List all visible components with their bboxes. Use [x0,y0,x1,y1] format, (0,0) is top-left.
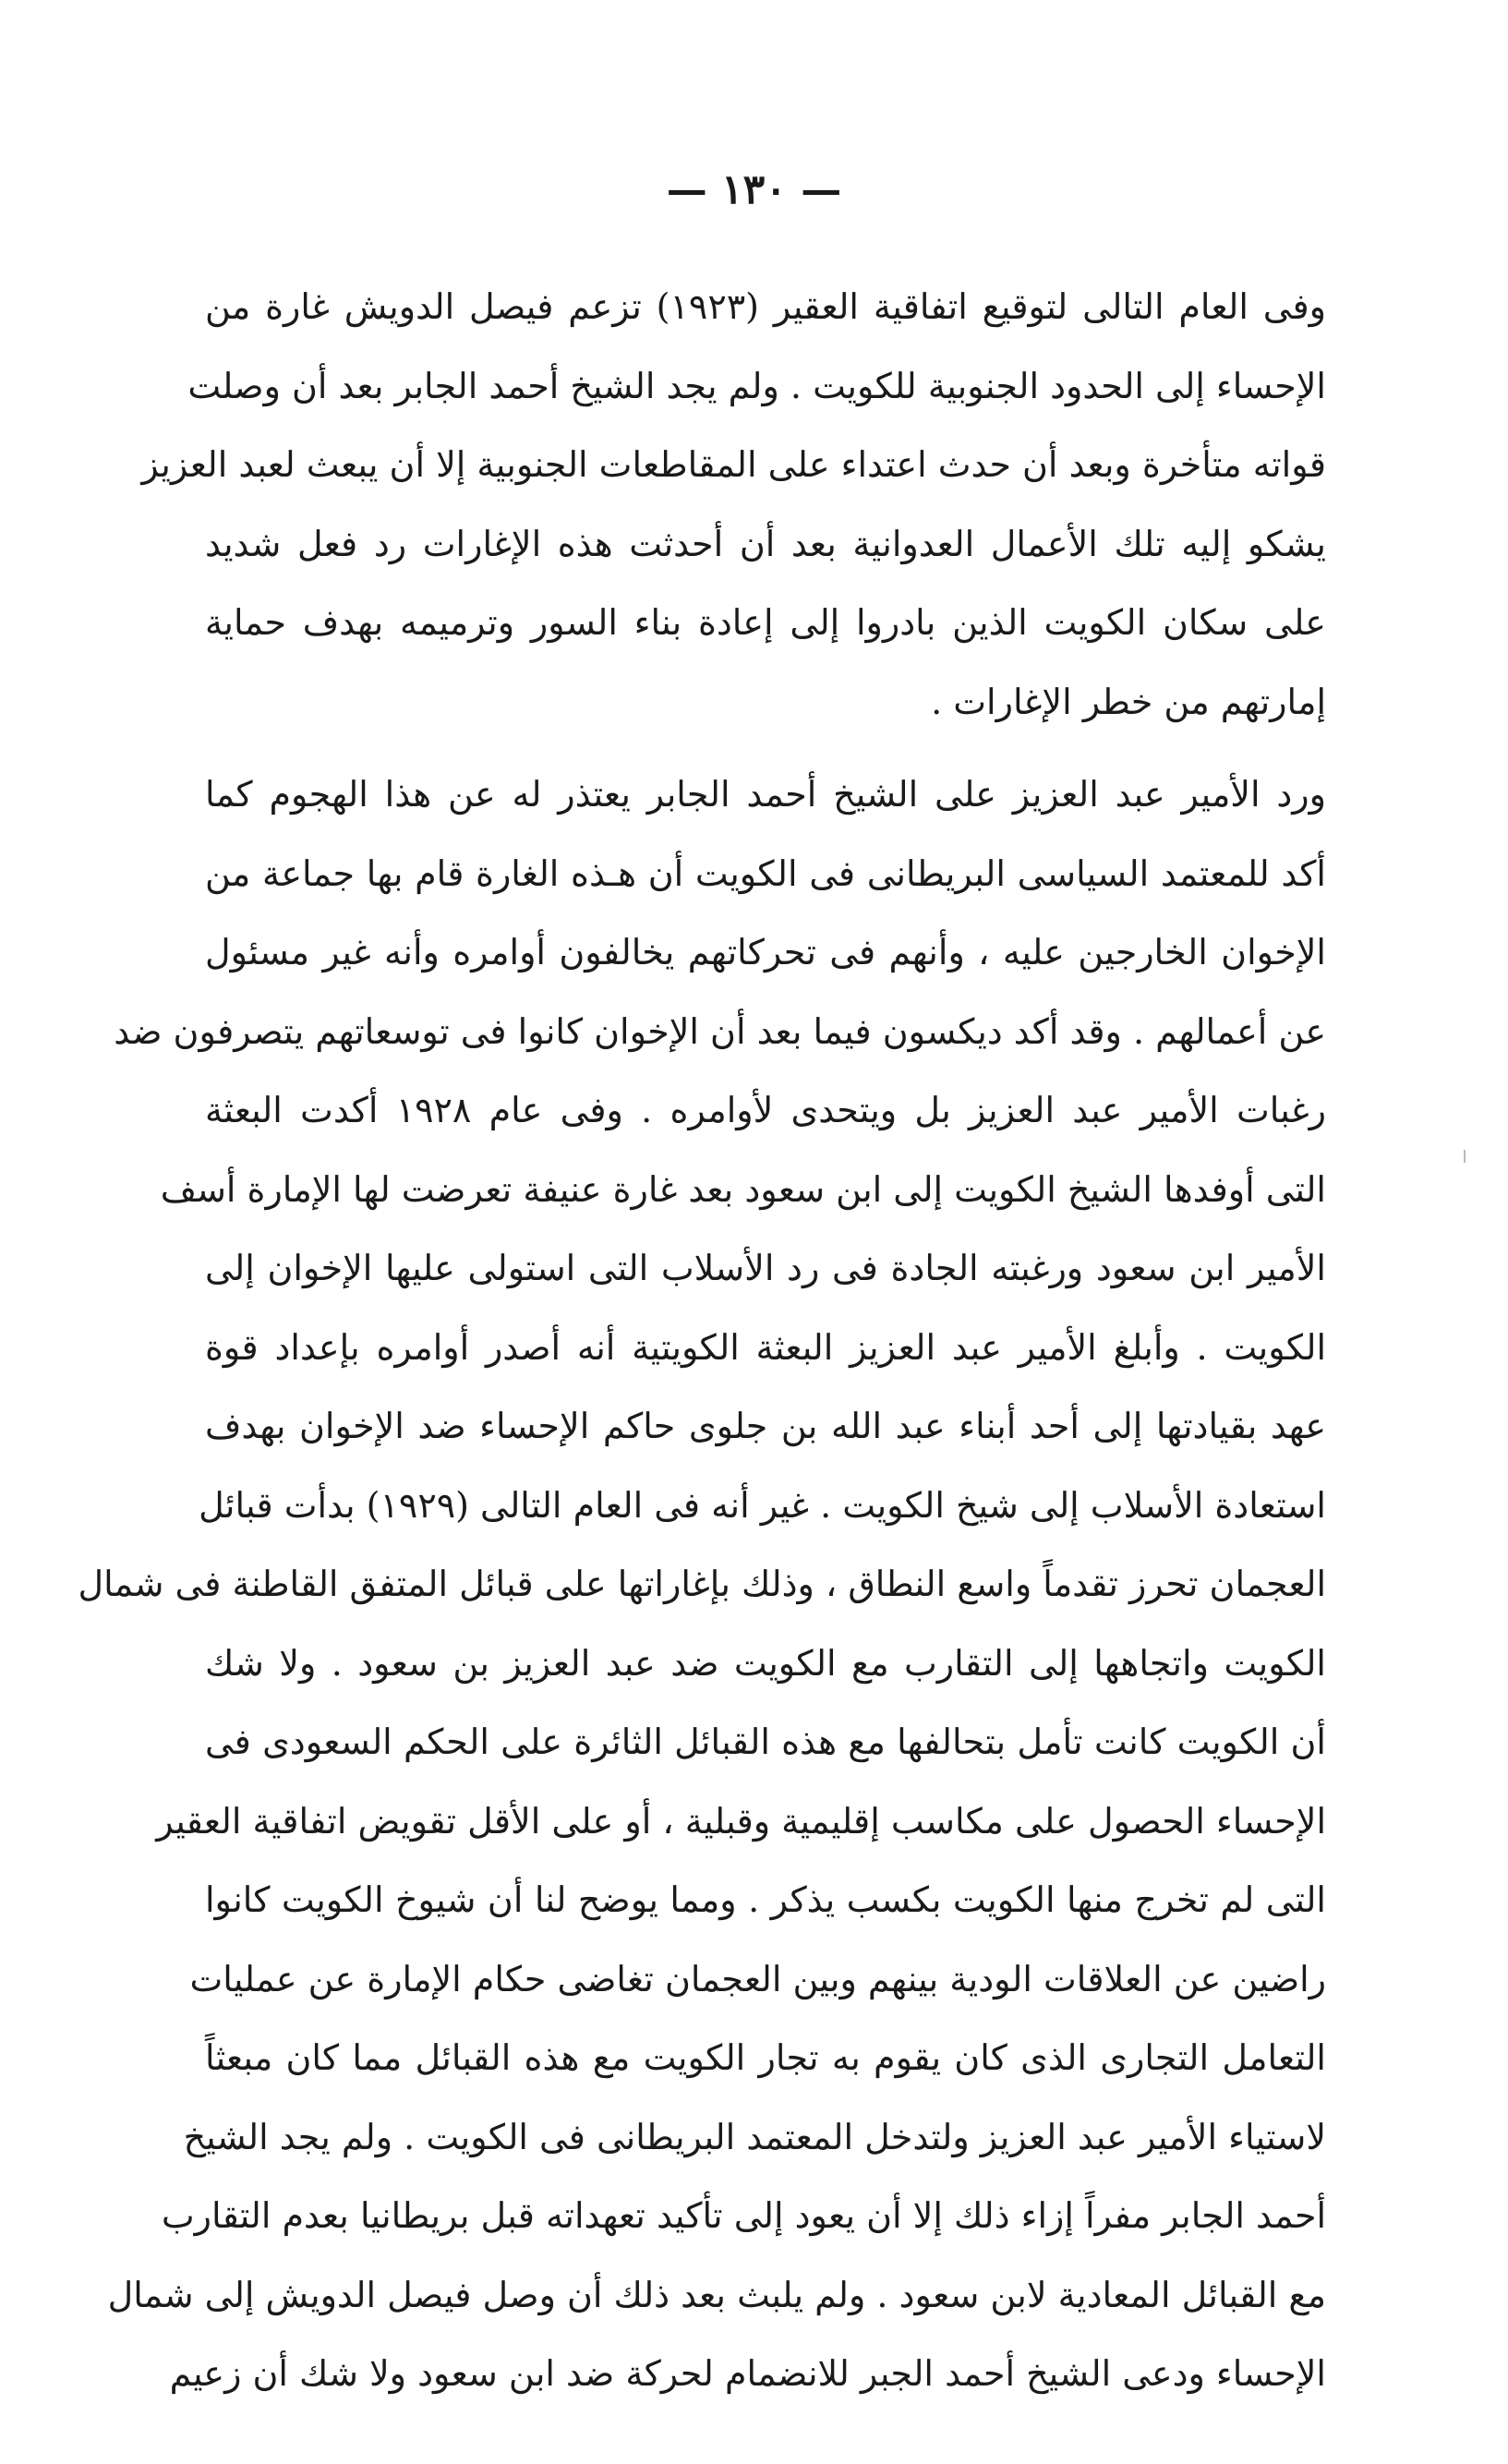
text-line: الإحساء الحصول على مكاسب إقليمية وقبلية ، أو على الأقل تقويض اتفاقية العقير [156,1800,1326,1842]
text-line: عهد بقيادتها إلى أحد أبناء عبد الله بن جلوى حاكم الإحساء ضد الإخوان بهدف [205,1406,1326,1446]
text-line: وفى العام التالى لتوقيع اتفاقية العقير (١٩٢٣) تزعم فيصل الدويش غارة من [205,286,1327,327]
text-line: رغبات الأمير عبد العزيز بل ويتحدى لأوامره . وفى عام ١٩٢٨ أكدت البعثة [205,1090,1326,1130]
text-line: التى أوفدها الشيخ الكويت إلى ابن سعود بعد غارة عنيفة تعرضت لها الإمارة أسف [160,1168,1326,1210]
text-line: الكويت . وأبلغ الأمير عبد العزيز البعثة الكويتية أنه أصدر أوامره بإعداد قوة [205,1326,1326,1368]
text-line: أحمد الجابر مفراً إزاء ذلك إلا أن يعود إلى تأكيد تعهداته قبل بريطانيا بعدم التقارب [161,2195,1326,2236]
text-line: إمارتهم من خطر الإغارات . [931,681,1326,722]
text-line: الإحساء ودعى الشيخ أحمد الجبر للانضمام لحركة ضد ابن سعود ولا شك أن زعيم [169,2353,1326,2394]
text-line: الكويت واتجاهها إلى التقارب مع الكويت ضد عبد العزيز بن سعود . ولا شك [205,1642,1326,1684]
text-line: أن الكويت كانت تأمل بتحالفها مع هذه القبائل الثائرة على الحكم السعودى فى [205,1721,1326,1762]
text-line: أكد للمعتمد السياسى البريطانى فى الكويت أن هـذه الغارة قام بها جماعة من [205,852,1326,894]
paragraph-1 [141,268,1327,742]
text-line: الإحساء إلى الحدود الجنوبية للكويت . ولم يجد الشيخ أحمد الجابر بعد أن وصلت [187,365,1326,406]
text-line: عن أعمالهم . وقد أكد ديكسون فيما بعد أن الإخوان كانوا فى توسعاتهم يتصرفون ضد [114,1010,1326,1052]
text-line: الأمير ابن سعود ورغبته الجادة فى رد الأسلاب التى استولى عليها الإخوان إلى [205,1248,1326,1288]
text-line: قواته متأخرة وبعد أن حدث اعتداء على المقاطعات الجنوبية إلا أن يبعث لعبد العزيز [141,444,1326,485]
text-line: استعادة الأسلاب إلى شيخ الكويت . غير أنه فى العام التالى (١٩٢٩) بدأت قبائل [199,1484,1326,1526]
text-line: على سكان الكويت الذين بادروا إلى إعادة بناء السور وترميمه بهدف حماية [205,602,1326,643]
text-line: يشكو إليه تلك الأعمال العدوانية بعد أن أحدثت هذه الإغارات رد فعل شديد [205,523,1326,564]
text-line: التى لم تخرج منها الكويت بكسب يذكر . ومما يوضح لنا أن شيوخ الكويت كانوا [205,1879,1326,1920]
text-line: العجمان تحرز تقدماً واسع النطاق ، وذلك بإغاراتها على قبائل المتفق القاطنة فى شمال [78,1564,1326,1604]
text-line: راضين عن العلاقات الودية بينهم وبين العجمان تغاضى حكام الإمارة عن عمليات [189,1958,1326,1999]
page-number: — ١٣٠ — [666,166,842,213]
text-line: لاستياء الأمير عبد العزيز ولتدخل المعتمد البريطانى فى الكويت . ولم يجد الشيخ [183,2116,1326,2157]
text-line: مع القبائل المعادية لابن سعود . ولم يلبث بعد ذلك أن وصل فيصل الدويش إلى شمال [107,2274,1326,2315]
text-line: ورد الأمير عبد العزيز على الشيخ أحمد الجابر يعتذر له عن هذا الهجوم كما [205,774,1326,815]
text-line: التعامل التجارى الذى كان يقوم به تجار الكويت مع هذه القبائل مما كان مبعثاً [205,2037,1326,2078]
paragraph-2 [78,755,1326,2414]
text-line: الإخوان الخارجين عليه ، وأنهم فى تحركاتهم يخالفون أوامره وأنه غير مسئول [205,932,1326,972]
margin-mark [1464,1150,1466,1163]
